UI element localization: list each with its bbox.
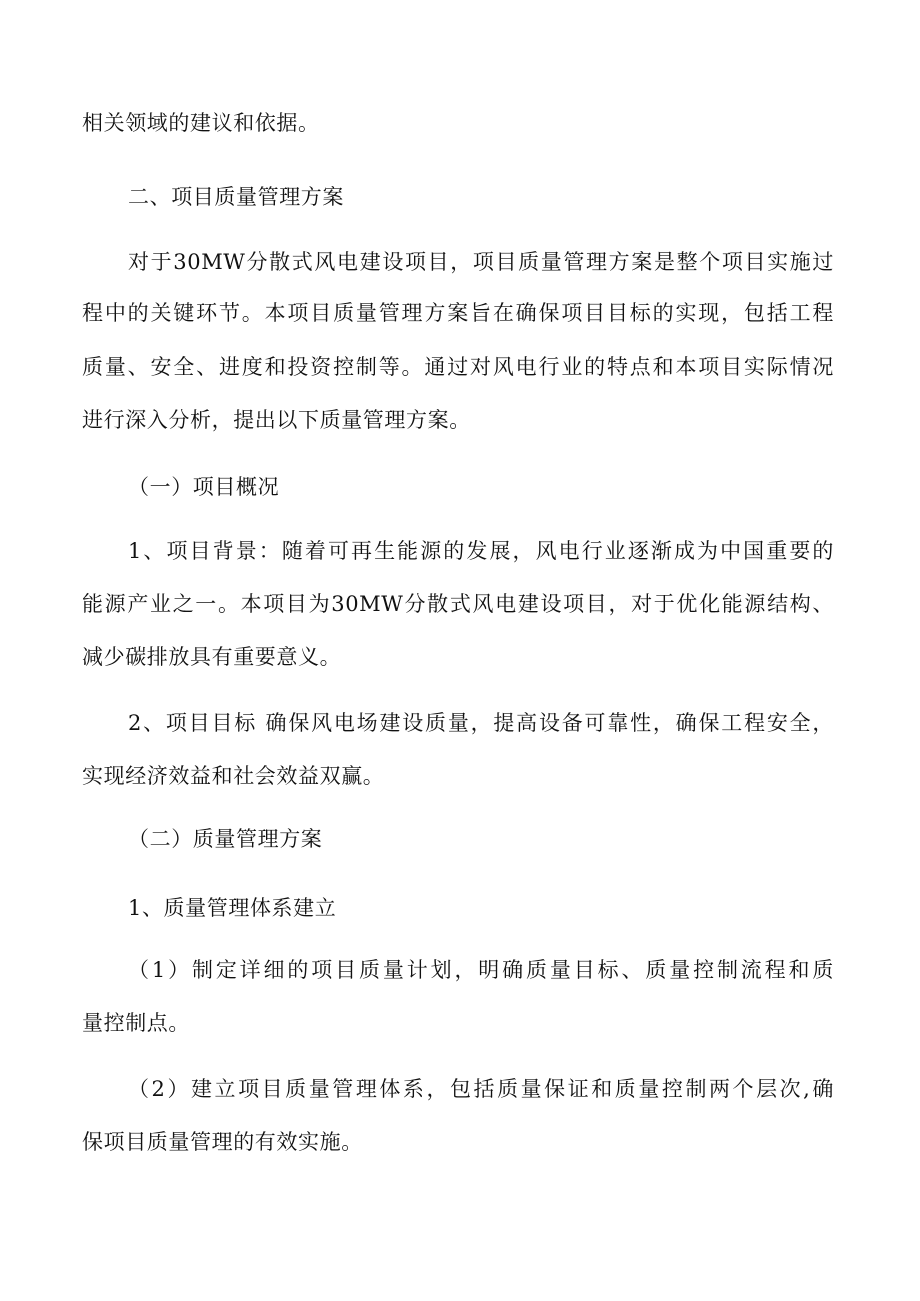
paragraph-line: 2、项目目标 确保风电场建设质量，提高设备可靠性，确保工程安全，	[128, 711, 834, 735]
paragraph-line: （2）建立项目质量管理体系，包括质量保证和质量控制两个层次,确	[128, 1077, 834, 1101]
paragraph-line: 实现经济效益和社会效益双赢。	[82, 764, 385, 788]
paragraph-line: 进行深入分析，提出以下质量管理方案。	[82, 408, 471, 432]
paragraph-line: （1）制定详细的项目质量计划，明确质量目标、质量控制流程和质	[128, 958, 834, 982]
paragraph-line: 相关领域的建议和依据。	[82, 111, 320, 135]
paragraph-line: 减少碳排放具有重要意义。	[82, 645, 342, 669]
paragraph-line: 保项目质量管理的有效实施。	[82, 1130, 363, 1154]
paragraph-line: 对于30MW分散式风电建设项目，项目质量管理方案是整个项目实施过	[128, 250, 834, 274]
subsection-heading: （二）质量管理方案	[128, 827, 323, 851]
paragraph-line: 程中的关键环节。本项目质量管理方案旨在确保项目目标的实现，包括工程	[82, 301, 834, 325]
paragraph-line: 能源产业之一。本项目为30MW分散式风电建设项目，对于优化能源结构、	[82, 592, 834, 616]
paragraph-line: 量控制点。	[82, 1011, 190, 1035]
subsection-heading: （一）项目概况	[128, 475, 280, 499]
section-heading: 二、项目质量管理方案	[128, 185, 344, 209]
paragraph-line: 质量、安全、进度和投资控制等。通过对风电行业的特点和本项目实际情况	[82, 355, 834, 379]
list-heading: 1、质量管理体系建立	[128, 896, 337, 920]
paragraph-line: 1、项目背景：随着可再生能源的发展，风电行业逐渐成为中国重要的	[128, 539, 834, 563]
